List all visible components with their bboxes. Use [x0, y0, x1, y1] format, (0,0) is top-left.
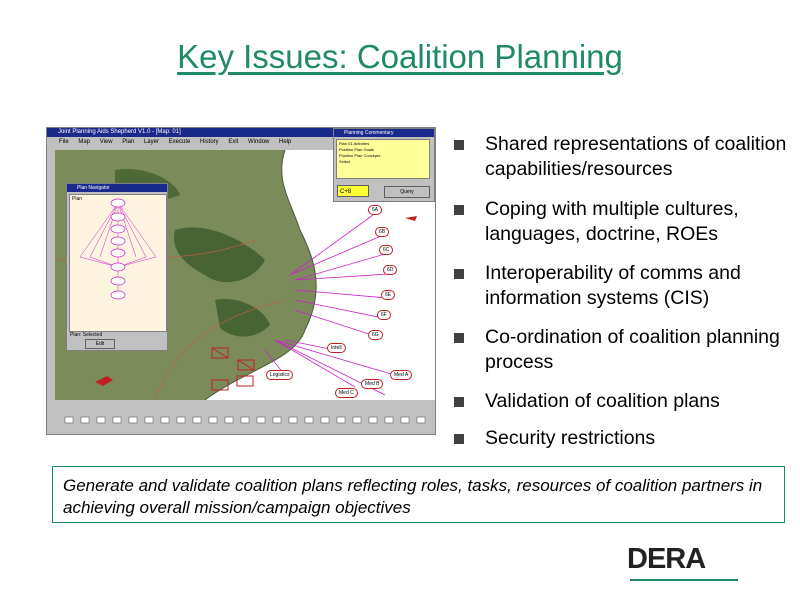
planning-commentary-window[interactable] [333, 128, 435, 202]
menu-item[interactable]: Plan [122, 139, 135, 145]
planning-app-screenshot [46, 127, 436, 435]
map-label-6a[interactable]: 6A [368, 205, 382, 215]
commentary-line: Plan 01 Activities [339, 141, 370, 146]
edit-button[interactable]: Edit [85, 339, 115, 349]
time-field[interactable]: C+8 [337, 185, 369, 197]
map-label-6g[interactable]: 6G [368, 330, 383, 340]
map-label-logistics[interactable]: Logistics [266, 370, 293, 380]
commentary-title: Planning Commentary [334, 129, 434, 137]
bullet-square-icon [454, 140, 464, 150]
commentary-line: Select [339, 159, 351, 164]
logo-underline [630, 579, 738, 581]
bullet-square-icon [454, 333, 464, 343]
menu-item[interactable]: Layer [143, 139, 159, 145]
commentary-text [336, 139, 430, 179]
map-label-6e[interactable]: 6E [381, 290, 395, 300]
app-title-bar: Joint Planning Aids Shepherd V1.0 - [Map: 01] [47, 128, 435, 137]
map-label-med-c[interactable]: Med C [335, 388, 358, 398]
plan-status: Plan: Selected [70, 332, 103, 338]
bullet-square-icon [454, 397, 464, 407]
bullet-text: Security restrictions [485, 427, 656, 449]
bullet-text: Coping with multiple cultures, languages, doctrine, ROEs [485, 198, 739, 245]
menu-item[interactable]: Exit [228, 139, 239, 145]
bullet-square-icon [454, 269, 464, 279]
bullet-text: Co-ordination of coalition planning process [485, 326, 780, 373]
commentary-line: Position Plan Concepts [339, 153, 381, 158]
query-button[interactable]: Query [384, 186, 430, 198]
plan-navigator-window[interactable] [66, 183, 168, 351]
plan-section-label: Plan [72, 196, 83, 202]
map-label-med-b[interactable]: Med B [361, 379, 383, 389]
menu-item[interactable]: File [59, 139, 69, 145]
plan-navigator-title: Plan Navigator [67, 184, 167, 192]
bullet-square-icon [454, 205, 464, 215]
menu-item[interactable]: Execute [168, 139, 191, 145]
timeline-bar[interactable] [47, 410, 435, 432]
bullet-text: Shared representations of coalition capabilities/resources [485, 133, 787, 180]
bullet-text: Interoperability of comms and information systems (CIS) [485, 262, 741, 309]
plan-graph [70, 195, 166, 331]
menu-item[interactable]: Map [78, 139, 91, 145]
menu-item[interactable]: Help [279, 139, 292, 145]
plan-tree[interactable] [69, 194, 167, 332]
map-label-6d[interactable]: 6D [383, 265, 397, 275]
menu-item[interactable]: View [99, 139, 113, 145]
map-label-6b[interactable]: 6B [375, 227, 389, 237]
bullet-square-icon [454, 434, 464, 444]
bullet-text: Validation of coalition plans [485, 390, 720, 412]
slide-title: Key Issues: Coalition Planning [177, 38, 623, 75]
map-label-intell[interactable]: Intell [327, 343, 346, 353]
map-label-med-a[interactable]: Med A [390, 370, 412, 380]
mission-statement-box: Generate and validate coalition plans reflecting roles, tasks, resources of coalition partners in achieving overall mission/campaign objectives [52, 466, 785, 523]
map-label-6c[interactable]: 6C [379, 245, 393, 255]
menu-item[interactable]: Window [248, 139, 270, 145]
commentary-line: Position Plan Goals [339, 147, 374, 152]
menu-item[interactable]: History [200, 139, 219, 145]
dera-logo: DERA [627, 543, 706, 575]
map-label-6f[interactable]: 6F [377, 310, 391, 320]
